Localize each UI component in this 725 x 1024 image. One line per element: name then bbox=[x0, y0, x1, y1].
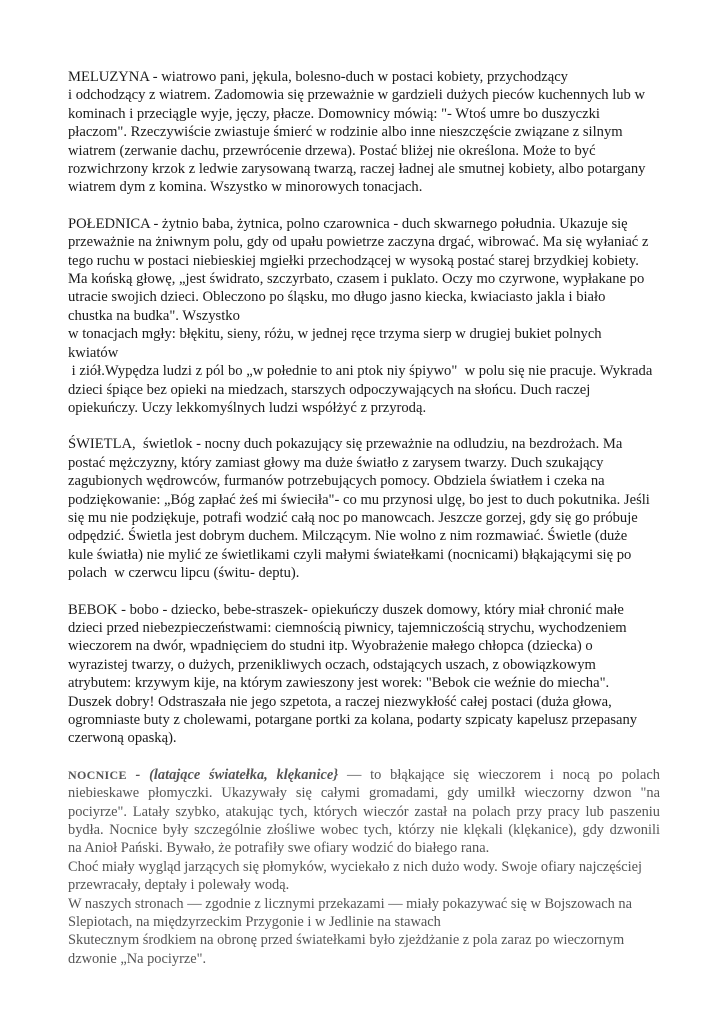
text-line: ŚWIETLA, świetlok - nocny duch pokazujący się przeważnie na odludziu, na bezdrożach. Ma bbox=[68, 436, 623, 453]
document-body bbox=[68, 68, 660, 986]
text-line: utracie swojich dzieci. Obleczono po śląsku, mo długo jasno kiecka, kwiaciasto jakla i biało bbox=[68, 289, 606, 306]
text-line: rozwichrzony krzok z ledwie zarysowaną twarzą, raczej ładnej ale smutnej kobiety, albo potargany bbox=[68, 161, 646, 178]
text-line: MELUZYNA - wiatrowo pani, jękula, bolesno-duch w postaci kobiety, przychodzący bbox=[68, 69, 568, 85]
text-line: pociyrze". Latały szybko, atakując tych, których wieczór zastał na polach przy pracy lub paszeniu bbox=[68, 803, 660, 820]
text-line: postać mężczyzny, który zamiast głowy ma duże światło z zarysem twarzy. Duch szukający bbox=[68, 454, 604, 471]
text-line: odpędzić. Świetla jest dobrym duchem. Milczącym. Nie wolno z nim rozmawiać. Świetle (duże bbox=[68, 528, 628, 545]
text-line: dzwonie „Na pociyrze". bbox=[68, 950, 207, 967]
text-line: wiatrem dym z komina. Wszystko w minorowych tonacjach. bbox=[68, 179, 423, 196]
text-line: Skutecznym środkiem na obronę przed światełkami było zjeżdżanie z pola zaraz po wieczornym bbox=[68, 932, 625, 949]
text-line: atrybutem: krzywym kije, na którym zawieszony jest worek: "Bebok cie weźnie do miecha". bbox=[68, 675, 610, 692]
text-line: na Anioł Pański. Bywało, że potrafiły swe ofiary wodzić do białego rana. bbox=[68, 840, 490, 857]
text-line: Ma końską głowę, „jest świdrato, szczyrbato, czasem i puklato. Oczy mo czyrwone, wypłakane po bbox=[68, 271, 645, 288]
text-line: się mu nie podziękuje, potrafi wodzić całą noc po manowcach. Jeszcze gorzej, gdy się go próbuje bbox=[68, 509, 638, 526]
text-line: kule światła) nie mylić ze świetlikami czyli małymi światełkami (nocnicami) błąkającymi się po bbox=[68, 546, 632, 563]
text-line bbox=[68, 766, 660, 784]
text-line: wieczorem na dwór, wpadnięciem do studni itp. Wyobrażenie małego chłopca (dziecka) o bbox=[68, 638, 593, 655]
text-line: Slepiotach, na międzyrzeckim Przygonie i w Jedlinie na stawach bbox=[68, 914, 441, 931]
text-line: w tonacjach mgły: błękitu, sieny, różu, w jednej ręce trzyma sierp w drugiej bukiet polnych bbox=[68, 326, 602, 343]
text-line: POŁEDNICA - żytnio baba, żytnica, polno czarownica - duch skwarnego południa. Ukazuje się bbox=[68, 215, 628, 232]
text-line: BEBOK - bobo - dziecko, bebe-straszek- opiekuńczy duszek domowy, który miał chronić małe bbox=[68, 601, 624, 618]
nocnice-heading: NOCNICE bbox=[68, 767, 127, 782]
paragraph-swietla bbox=[68, 435, 660, 582]
text-line: i ziół.Wypędza ludzi z pól bo „w połednie to ani ptok niy śpiywo" w polu się nie pracuje. Wykrada bbox=[68, 363, 653, 380]
text-line: przewracały, deptały i polewały wodą. bbox=[68, 877, 290, 894]
text-line: dzieci przed niebezpieczeństwami: ciemnością piwnicy, tajemniczością strychu, wychodzeniem bbox=[68, 619, 627, 636]
text-line: czerwoną opaską). bbox=[68, 730, 177, 747]
text-line: płaczom". Rzeczywiście zwiastuje śmierć w rodzinie albo inne nieszczęście związane z silnym bbox=[68, 124, 623, 141]
text-line: bydła. Nocnice były szczególnie złośliwe wobec tych, którzy nie klękali (klękanice), gdy dzwonili bbox=[68, 822, 660, 839]
text-line: wyrazistej twarzy, o dużych, przenikliwych oczach, odstających uszach, z obowiązkowym bbox=[68, 656, 596, 673]
text-line: podziękowanie: „Bóg zapłać żeś mi świeciła"- co mu przynosi ulgę, bo jest to duch pokutnika. Jeśli bbox=[68, 491, 650, 508]
text-line: wiatrem (zerwanie dachu, przewrócenie drzewa). Postać bliżej nie określona. Może to być bbox=[68, 142, 596, 159]
text-line: przeważnie na żniwnym polu, gdy od upału powietrze zaczyna drgać, wibrować. Ma się wyłaniać z bbox=[68, 234, 649, 251]
paragraph-meluzyna bbox=[68, 68, 660, 197]
text-segment: — to błąkające się wieczorem i nocą po polach bbox=[338, 766, 660, 783]
paragraph-nocnice bbox=[68, 766, 660, 968]
text-line: ogromniaste buty z cholewami, potargane portki za kolana, podarty szpicaty kapelusz przepasany bbox=[68, 712, 638, 728]
paragraph-poludnica bbox=[68, 215, 660, 417]
text-line: Duszek dobry! Odstraszała nie jego szpetota, a raczej niezwykłość całej postaci (duża głowa, bbox=[68, 693, 612, 710]
text-line: kwiatów bbox=[68, 344, 119, 361]
text-line: polach w czerwcu lipcu (świtu- deptu). bbox=[68, 565, 300, 582]
text-line: tego ruchu w postaci niebieskiej mgiełki przechodzącej w wysoką postać starej brzydkiej kobiety. bbox=[68, 252, 639, 269]
text-line: dzieci śpiące bez opieki na miedzach, starszych odpoczywających na słońcu. Duch raczej bbox=[68, 381, 591, 398]
text-line: i odchodzący z wiatrem. Zadomowia się przeważnie w gardzieli dużych pieców kuchennych lub w bbox=[68, 87, 646, 104]
text-line: niebieskawe płomyczki. Ukazywały się całymi gromadami, gdy umilkł wieczorny dzwon "na bbox=[68, 785, 660, 802]
text-line: zagubionych wędrowców, furmanów potrzebujących pomocy. Obdziela światłem i czeka na bbox=[68, 473, 605, 490]
heading-dash: - bbox=[126, 766, 150, 783]
text-line: W naszych stronach — zgodnie z licznymi przekazami — miały pokazywać się w Bojszowach na bbox=[68, 895, 632, 912]
text-line: kominach i przeciągle wyje, jęczy, płacze. Domownicy mówią: "- Wtoś umre bo duszyczki bbox=[68, 105, 600, 122]
text-line: chustka na budka". Wszystko bbox=[68, 307, 240, 324]
nocnice-subtitle: (latające światełka, klękanice} bbox=[149, 766, 339, 783]
text-line: opiekuńczy. Uczy lekkomyślnych ludzi współżyć z przyrodą. bbox=[68, 399, 427, 416]
paragraph-bebok bbox=[68, 601, 660, 748]
text-line: Choć miały wygląd jarzących się płomyków, wyciekało z nich dużo wody. Swoje ofiary najczęściej bbox=[68, 858, 642, 875]
